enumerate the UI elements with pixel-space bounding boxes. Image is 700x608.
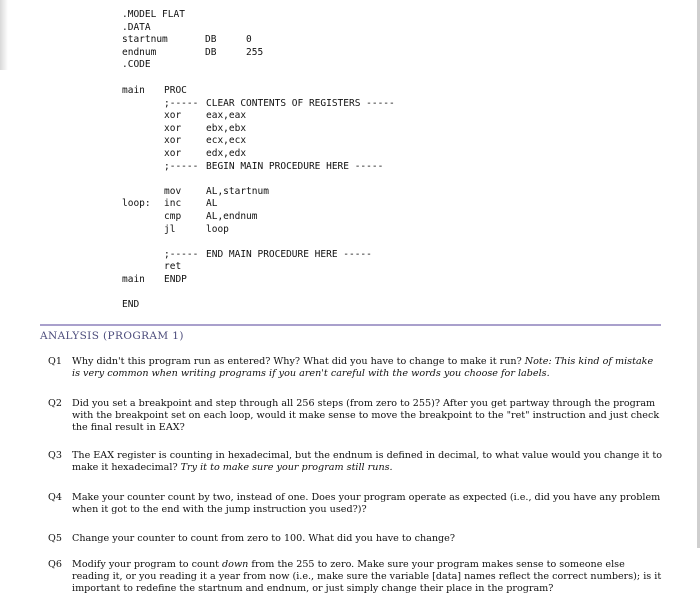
code-label: END [122, 299, 140, 311]
code-operand: eax,eax [206, 110, 247, 122]
analysis-divider [40, 324, 661, 326]
code-label: loop: [122, 198, 151, 210]
code-opcode: ENDP [164, 274, 187, 285]
code-opcode: inc [164, 198, 182, 210]
code-label: main [122, 85, 145, 96]
question-text: Modify your program to count down from the 255 to zero. Make sure your program makes sense to someone else reading it, or you reading it a year from now (i.e., make sure the variable [data] names reflect the correct numbers); is it important to redefine the startnum and endnum, or just simply change their place in the program? [72, 559, 662, 594]
question-number: Q6 [48, 559, 62, 570]
code-opcode: PROC [164, 85, 187, 96]
code-data-line: .DATA [122, 21, 151, 33]
question-number: Q4 [48, 492, 62, 503]
code-opcode: ;----- [164, 97, 199, 109]
code-operand: CLEAR CONTENTS OF REGISTERS ----- [206, 97, 395, 109]
question-text: Change your counter to count from zero to 100. What did you have to change? [72, 533, 455, 544]
question-emphasis: down [222, 559, 249, 570]
code-opcode: ;----- [164, 160, 199, 172]
code-var-endnum-type: DB [205, 46, 217, 58]
code-var-startnum-name: startnum [122, 34, 168, 46]
question-text: The EAX register is counting in hexadecimal, but the endnum is defined in decimal, to what value would you change it to make it hexadecimal? Try it to make sure your program still runs. [72, 450, 662, 473]
code-operand: AL,startnum [206, 185, 269, 197]
question-number: Q1 [48, 356, 62, 367]
page-edge-shadow [0, 0, 8, 70]
question-number: Q2 [48, 398, 62, 409]
code-code-line: .CODE [122, 59, 151, 71]
question-text: Make your counter count by two, instead of one. Does your program operate as expected (i.e., did you have any problem when it got to the end with the jump instruction you used?)? [72, 492, 661, 515]
code-main-block [122, 85, 442, 315]
question-number: Q5 [48, 533, 62, 544]
code-var-endnum-name: endnum [122, 46, 157, 58]
code-model-line: .MODEL FLAT [122, 9, 185, 20]
code-opcode: ;----- [164, 248, 199, 260]
code-opcode: xor [164, 135, 182, 147]
code-operand: AL,endnum [206, 211, 258, 222]
code-var-endnum-value: 255 [246, 46, 264, 58]
question-note: Try it to make sure your program still runs. [180, 462, 393, 473]
question-text: Why didn't this program run as entered? Why? What did you have to change to make it run? Note: This kind of mistake is very common when writing programs if you aren't careful with the words you choose for labels. [72, 356, 654, 379]
code-header-block [122, 9, 322, 73]
code-operand: BEGIN MAIN PROCEDURE HERE ----- [206, 160, 384, 172]
question-note: Note: This kind of mistake is very common when writing programs if you aren't careful with the words you choose for labels. [72, 356, 654, 379]
code-opcode: cmp [164, 211, 182, 222]
code-operand: END MAIN PROCEDURE HERE ----- [206, 248, 372, 260]
code-operand: ecx,ecx [206, 135, 247, 147]
question-text: Did you set a breakpoint and step through all 256 steps (from zero to 255)? After you get partway through the program with the breakpoint set on each loop, would it make sense to move the breakpoint to the "ret" instruction and just check the final result in EAX? [72, 398, 660, 433]
analysis-heading: ANALYSIS (PROGRAM 1) [40, 330, 184, 342]
code-opcode: jl [164, 223, 176, 235]
code-opcode: mov [164, 185, 182, 197]
code-opcode: xor [164, 122, 182, 134]
code-operand: AL [206, 198, 218, 210]
code-label: main [122, 274, 145, 285]
code-opcode: ret [164, 261, 182, 273]
code-opcode: xor [164, 110, 182, 122]
code-operand: ebx,ebx [206, 122, 247, 134]
code-var-startnum-type: DB [205, 34, 217, 46]
code-var-startnum-value: 0 [246, 34, 252, 46]
question-number: Q3 [48, 450, 62, 461]
code-operand: edx,edx [206, 148, 247, 159]
code-opcode: xor [164, 148, 182, 159]
code-operand: loop [206, 223, 229, 235]
